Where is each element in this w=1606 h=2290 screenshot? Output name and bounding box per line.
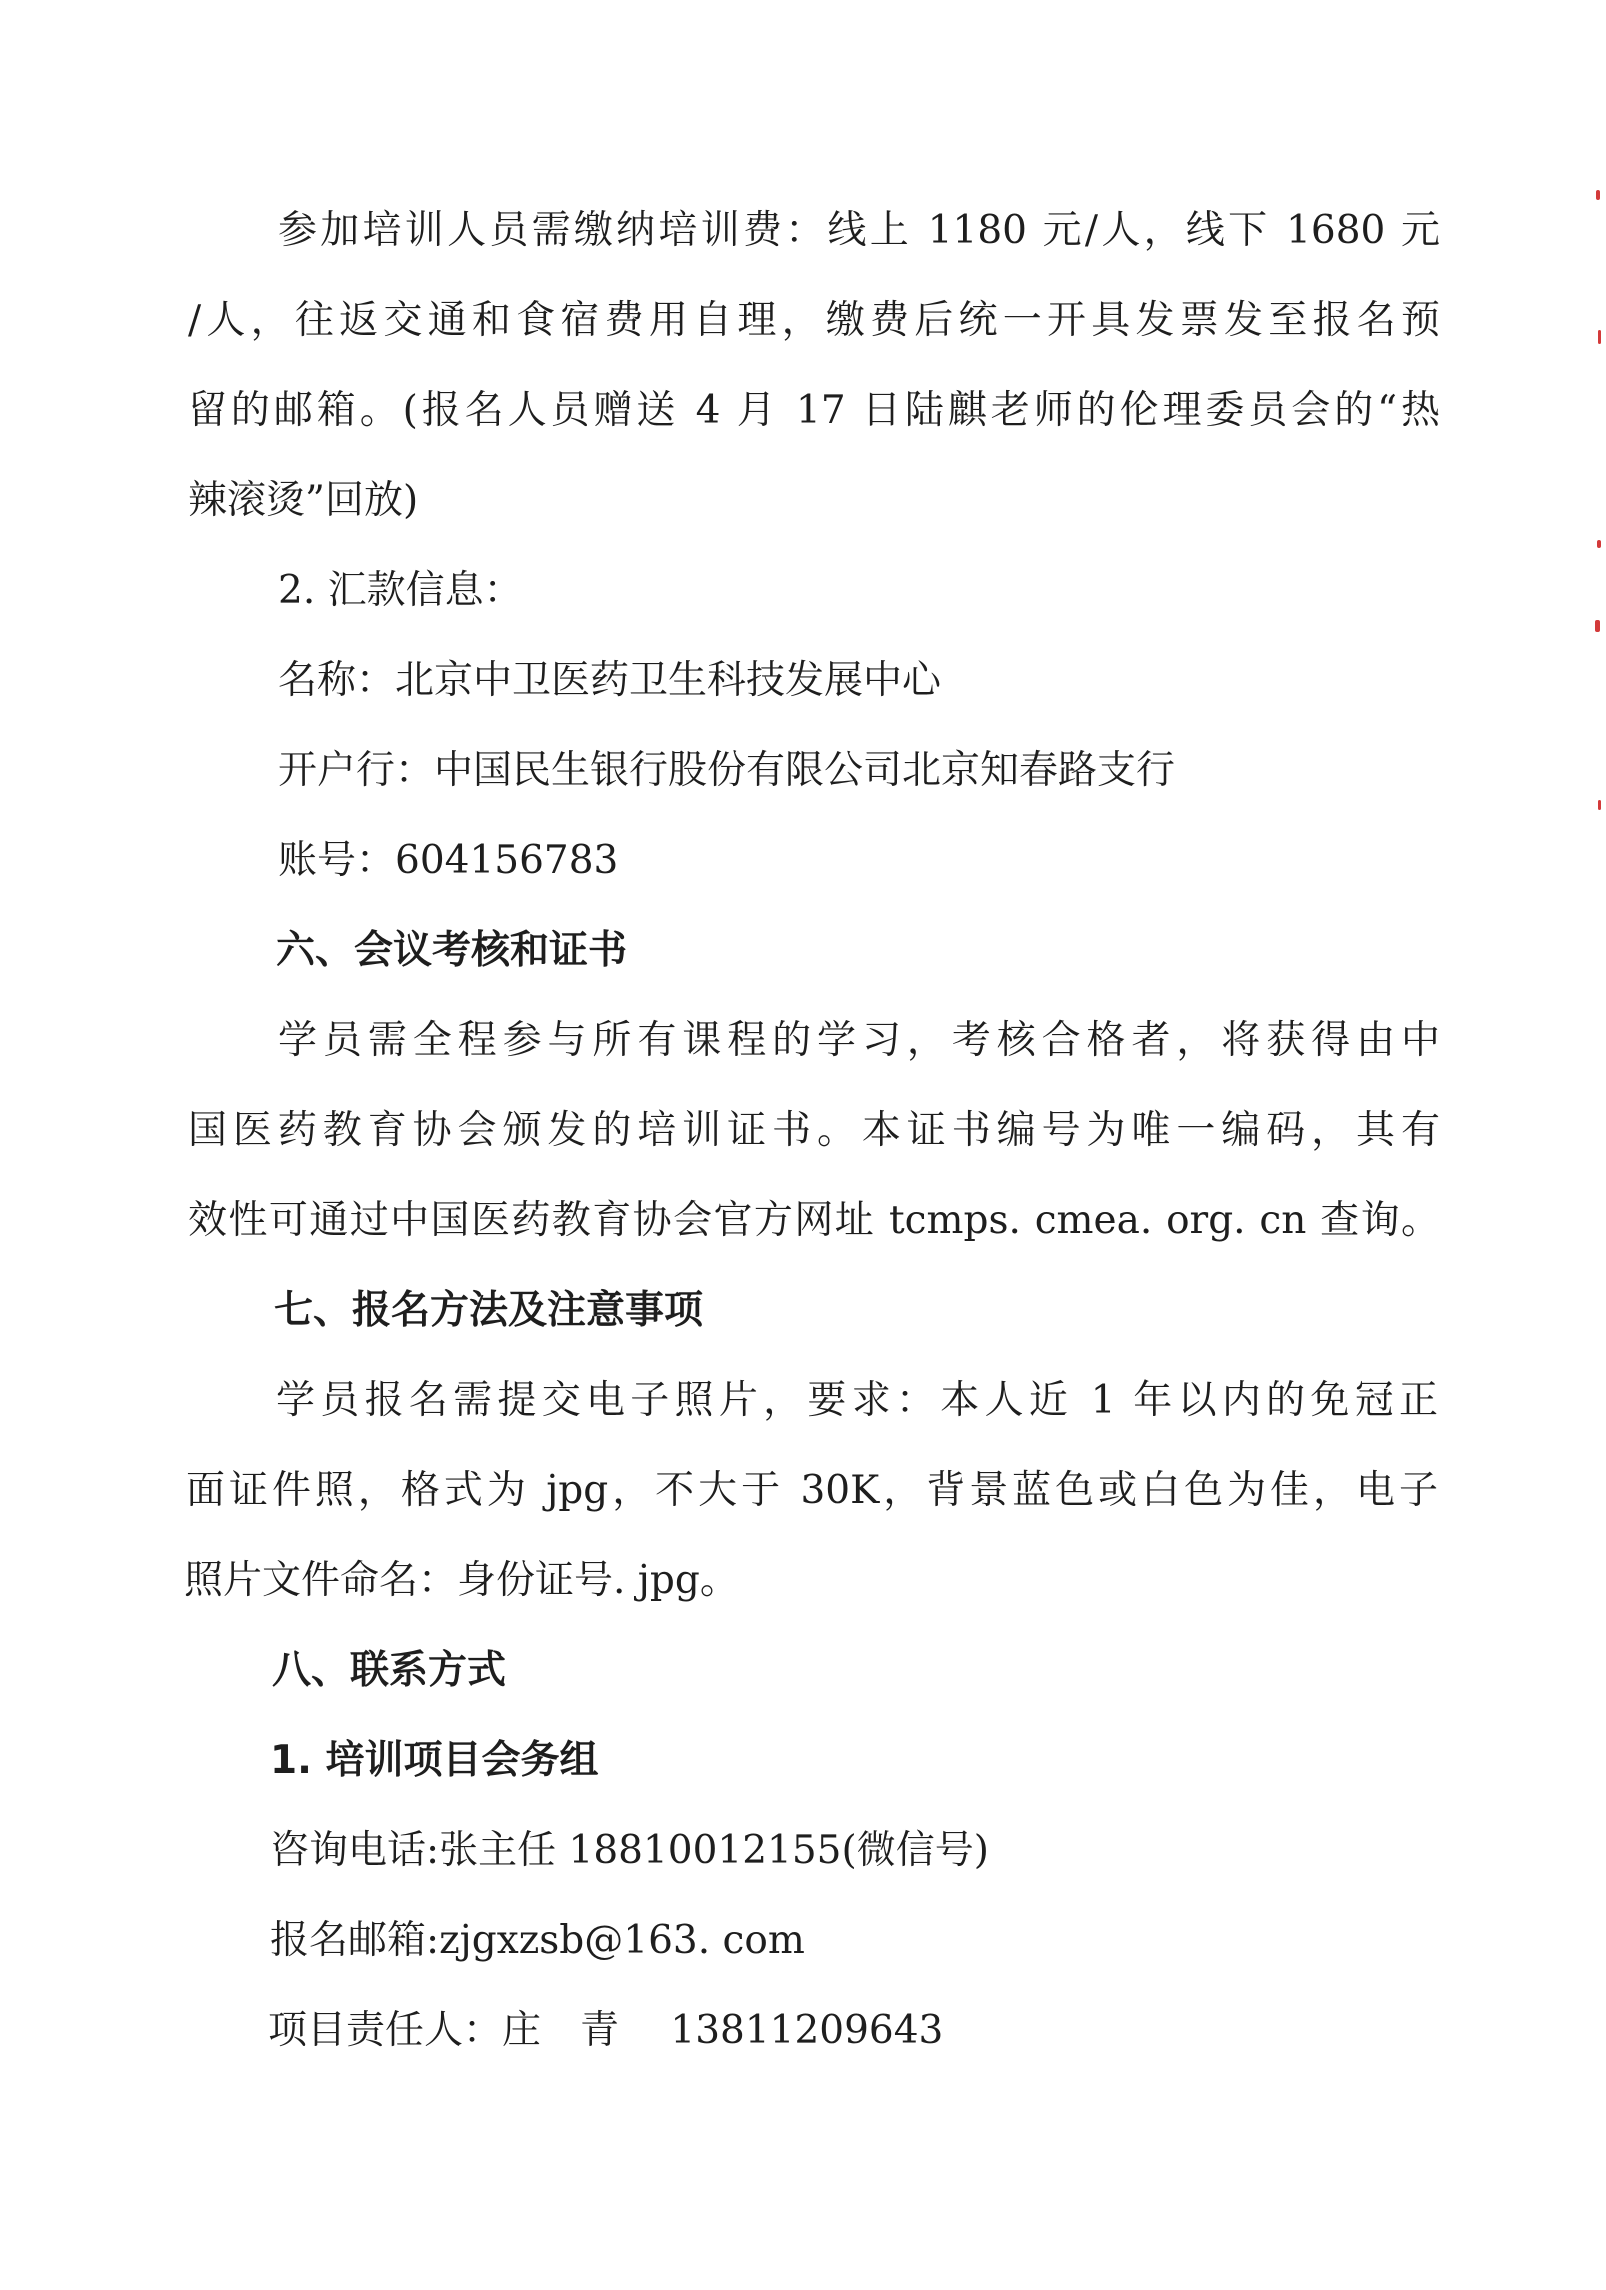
remittance-account: 账号：604156783: [278, 838, 619, 883]
scan-mark: [1596, 190, 1600, 200]
section8-subheading: 1. 培训项目会务组: [270, 1738, 599, 1783]
contact-manager: 项目责任人：庄 青 13811209643: [268, 2008, 944, 2053]
scan-mark: [1598, 800, 1601, 810]
remittance-name: 名称：北京中卫医药卫生科技发展中心: [278, 658, 942, 703]
remittance-bank: 开户行：中国民生银行股份有限公司北京知春路支行: [278, 748, 1176, 793]
scan-mark: [1597, 540, 1601, 548]
fees-line-4: 辣滚烫”回放): [188, 478, 419, 523]
section7-line-3: 照片文件命名：身份证号. jpg。: [184, 1558, 739, 1603]
remittance-title: 2. 汇款信息：: [278, 568, 523, 613]
section6-line-2: 国医药教育协会颁发的培训证书。本证书编号为唯一编码，其有: [188, 1108, 1440, 1153]
contact-email: 报名邮箱:zjgxzsb@163. com: [270, 1918, 805, 1963]
fees-line-2: /人，往返交通和食宿费用自理，缴费后统一开具发票发至报名预: [188, 298, 1440, 343]
section7-line-2: 面证件照，格式为 jpg，不大于 30K，背景蓝色或白色为佳，电子: [186, 1468, 1438, 1513]
contact-phone: 咨询电话:张主任 18810012155(微信号): [270, 1828, 989, 1873]
section6-line-1: 学员需全程参与所有课程的学习，考核合格者，将获得由中: [278, 1018, 1440, 1063]
section7-line-1: 学员报名需提交电子照片，要求：本人近 1 年以内的免冠正: [276, 1378, 1438, 1423]
section7-heading: 七、报名方法及注意事项: [274, 1288, 704, 1333]
scan-mark: [1595, 620, 1600, 632]
section8-heading: 八、联系方式: [272, 1648, 507, 1693]
fees-line-3: 留的邮箱。(报名人员赠送 4 月 17 日陆麒老师的伦理委员会的“热: [188, 388, 1440, 433]
section6-heading: 六、会议考核和证书: [276, 928, 628, 973]
scan-mark: [1598, 330, 1601, 344]
fees-line-1: 参加培训人员需缴纳培训费：线上 1180 元/人，线下 1680 元: [278, 208, 1440, 253]
section6-line-3: 效性可通过中国医药教育协会官方网址 tcmps. cmea. org. cn 查询。: [188, 1198, 1440, 1243]
